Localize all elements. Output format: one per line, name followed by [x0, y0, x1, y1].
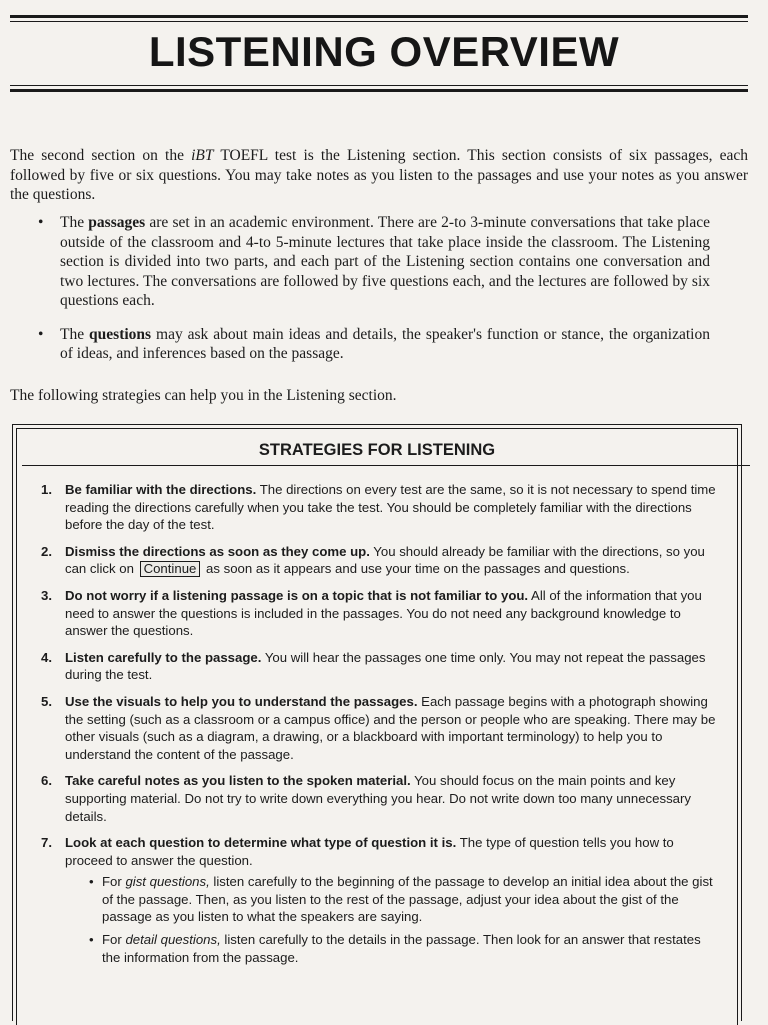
question-type-name: gist questions, — [125, 874, 210, 890]
sub-text: For — [102, 874, 126, 890]
bullet-keyword: questions — [89, 325, 152, 343]
strategy-item — [30, 481, 720, 534]
strategy-number: 6. — [41, 773, 52, 789]
strategy-item — [30, 587, 720, 640]
sub-text: For — [102, 932, 126, 948]
title-rule-bottom-thin — [10, 85, 748, 86]
intro-text-start: The second section on the — [10, 147, 192, 164]
bullet-questions — [38, 325, 710, 364]
strategy-item — [30, 834, 720, 966]
bullet-dot-icon: • — [89, 874, 94, 890]
bullet-text: are set in an academic environment. There are 2-to 3-minute conversations that take place outside of the classroom and 4-to 5-minute lectures that take place inside the classroom. The Listening section is divided into two parts, and each part of the Listening section contains one conversation and two lectures. The conversations are followed by five questions each, and the lectures are followed by six questions each. — [60, 214, 710, 309]
title-rule-top-thick — [10, 15, 748, 18]
strategy-heading: Dismiss the directions as soon as they come up. — [65, 543, 370, 559]
strategy-heading: Take careful notes as you listen to the spoken material. — [65, 773, 411, 789]
intro-ibt: iBT — [191, 147, 214, 164]
intro-text-end: TOEFL test is the Listening section. This section consists of six passages, each followed by five or six questions. You may take notes as you listen to the passages and use your notes as you answer the questions. — [10, 147, 748, 203]
strategy-text: as soon as it appears and use your time on the passages and questions. — [202, 561, 630, 577]
strategy-number: 3. — [41, 587, 52, 603]
strategy-text: You will hear the passages one time only. You may not repeat the passages during the test. — [65, 649, 706, 683]
strategy-item — [30, 772, 720, 825]
strategy-text: The directions on every test are the same, so it is not necessary to spend time reading the directions carefully when you take the test. You should be completely familiar with the directions before the day of the test. — [65, 482, 716, 533]
strategies-lead-in: The following strategies can help you in the Listening section. — [10, 387, 397, 404]
question-type-list — [65, 873, 720, 966]
strategy-number: 7. — [41, 835, 52, 851]
title-rule-top-thin — [10, 21, 748, 22]
sub-text: listen carefully to the beginning of the passage to develop an initial idea about the gist of the passage. Then, as you listen to the rest of the passage, adjust your idea about the gist of the passage as you listen to what the speakers are saying. — [102, 874, 713, 925]
bullet-dot-icon: • — [89, 932, 94, 948]
strategy-item — [30, 693, 720, 763]
sub-text: listen carefully to the details in the passage. Then look for an answer that restates the information from the passage. — [102, 932, 701, 965]
question-type-item — [65, 873, 720, 926]
strategy-number: 2. — [41, 543, 52, 559]
bullet-passages — [38, 213, 710, 311]
strategy-item — [30, 543, 720, 578]
strategies-title-rule — [22, 465, 750, 466]
strategies-title: STRATEGIES FOR LISTENING — [258, 441, 496, 459]
strategy-heading: Look at each question to determine what type of question it is. — [65, 835, 457, 851]
strategy-number: 5. — [41, 693, 52, 709]
title-rule-bottom-thick — [10, 89, 748, 92]
strategy-number: 1. — [41, 482, 52, 497]
bullet-text: may ask about main ideas and details, the speaker's function or stance, the organization of ideas, and inferences based on the passage. — [60, 325, 710, 362]
strategy-heading: Use the visuals to help you to understand the passages. — [65, 693, 418, 709]
bullet-keyword: passages — [88, 214, 146, 231]
intro-paragraph — [10, 146, 748, 205]
continue-button[interactable]: Continue — [140, 561, 201, 577]
strategy-heading: Listen carefully to the passage. — [65, 649, 262, 665]
strategies-list — [30, 481, 720, 966]
bullet-text: The — [60, 214, 89, 231]
strategy-number: 4. — [41, 649, 52, 665]
bullet-dot-icon: • — [38, 214, 44, 231]
strategy-heading: Be familiar with the directions. — [65, 482, 257, 497]
question-type-item — [65, 931, 720, 966]
question-type-name: detail questions, — [125, 932, 221, 948]
strategy-heading: Do not worry if a listening passage is on a topic that is not familiar to you. — [65, 587, 529, 603]
bullet-dot-icon: • — [38, 325, 44, 343]
strategy-text: You should already be familiar with the directions, so you can click on — [65, 543, 705, 577]
strategy-item — [30, 649, 720, 684]
strategy-text: All of the information that you need to answer the questions is included in the passages. You do not need any background knowledge to answer the questions. — [65, 587, 702, 639]
overview-bullets — [38, 213, 710, 364]
page-title: LISTENING OVERVIEW — [148, 28, 620, 75]
bullet-text: The — [60, 325, 90, 343]
strategy-text: Each passage begins with a photograph showing the setting (such as a classroom or a campus office) and the person or people who are speaking. There may be other visuals (such as a diagram, a drawing, or a blackboard with important terminology) to help you to understand the content of the passage. — [65, 693, 716, 762]
strategy-text: You should focus on the main points and key supporting material. Do not try to write down everything you hear. Do not write down too many unnecessary details. — [65, 773, 691, 824]
strategy-text: The type of question tells you how to proceed to answer the question. — [65, 835, 674, 868]
